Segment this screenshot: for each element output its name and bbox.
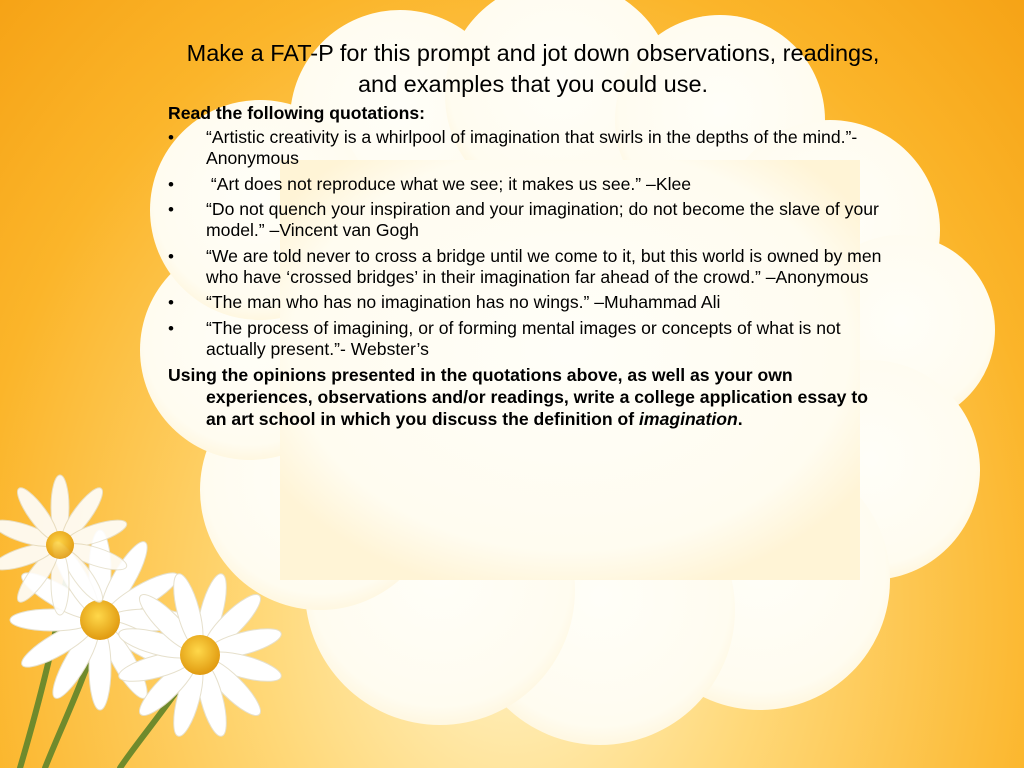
quote-item — [168, 199, 888, 241]
quote-text: “Art does not reproduce what we see; it makes us see.” –Klee — [206, 173, 692, 194]
bullet-icon: • — [168, 128, 174, 147]
quote-list — [168, 127, 888, 360]
quote-text: “The man who has no imagination has no wings.” –Muhammad Ali — [206, 292, 721, 312]
bullet-icon: • — [168, 246, 174, 266]
quote-text: “The process of imagining, or of forming mental images or concepts of what is not actually present.”- Webster’s — [206, 317, 841, 359]
essay-prompt — [168, 364, 888, 430]
bullet-icon: • — [168, 293, 174, 312]
prompt-emphasis: imagination — [639, 409, 738, 429]
quote-item — [168, 174, 888, 195]
quote-item — [168, 127, 888, 169]
quote-text: “Artistic creativity is a whirlpool of imagination that swirls in the depths of the mind.”-Anonymous — [206, 127, 858, 168]
quote-text: “Do not quench your inspiration and your imagination; do not become the slave of your model.” –Vincent van Gogh — [206, 199, 879, 240]
quote-text: “We are told never to cross a bridge until we come to it, but this world is owned by men who have ‘crossed bridges’ in their imagination far ahead of the crowd.” –Anonymous — [206, 245, 882, 287]
bullet-icon: • — [168, 200, 174, 219]
slide-content — [168, 38, 888, 430]
prompt-end: . — [737, 409, 743, 429]
prompt-text: Using the opinions presented in the quotations above, as well as your own experiences, observations and/or readings, write a college application essay to an art school in which you discuss the definition of — [168, 365, 868, 429]
bullet-icon: • — [168, 174, 174, 194]
quote-item — [168, 246, 888, 288]
quote-item — [168, 318, 888, 360]
bullet-icon: • — [168, 318, 174, 338]
quote-item — [168, 292, 888, 313]
quotes-intro: Read the following quotations: — [168, 103, 426, 123]
slide-title: Make a FAT-P for this prompt and jot down observations, readings, and examples that you could use. — [186, 40, 880, 97]
